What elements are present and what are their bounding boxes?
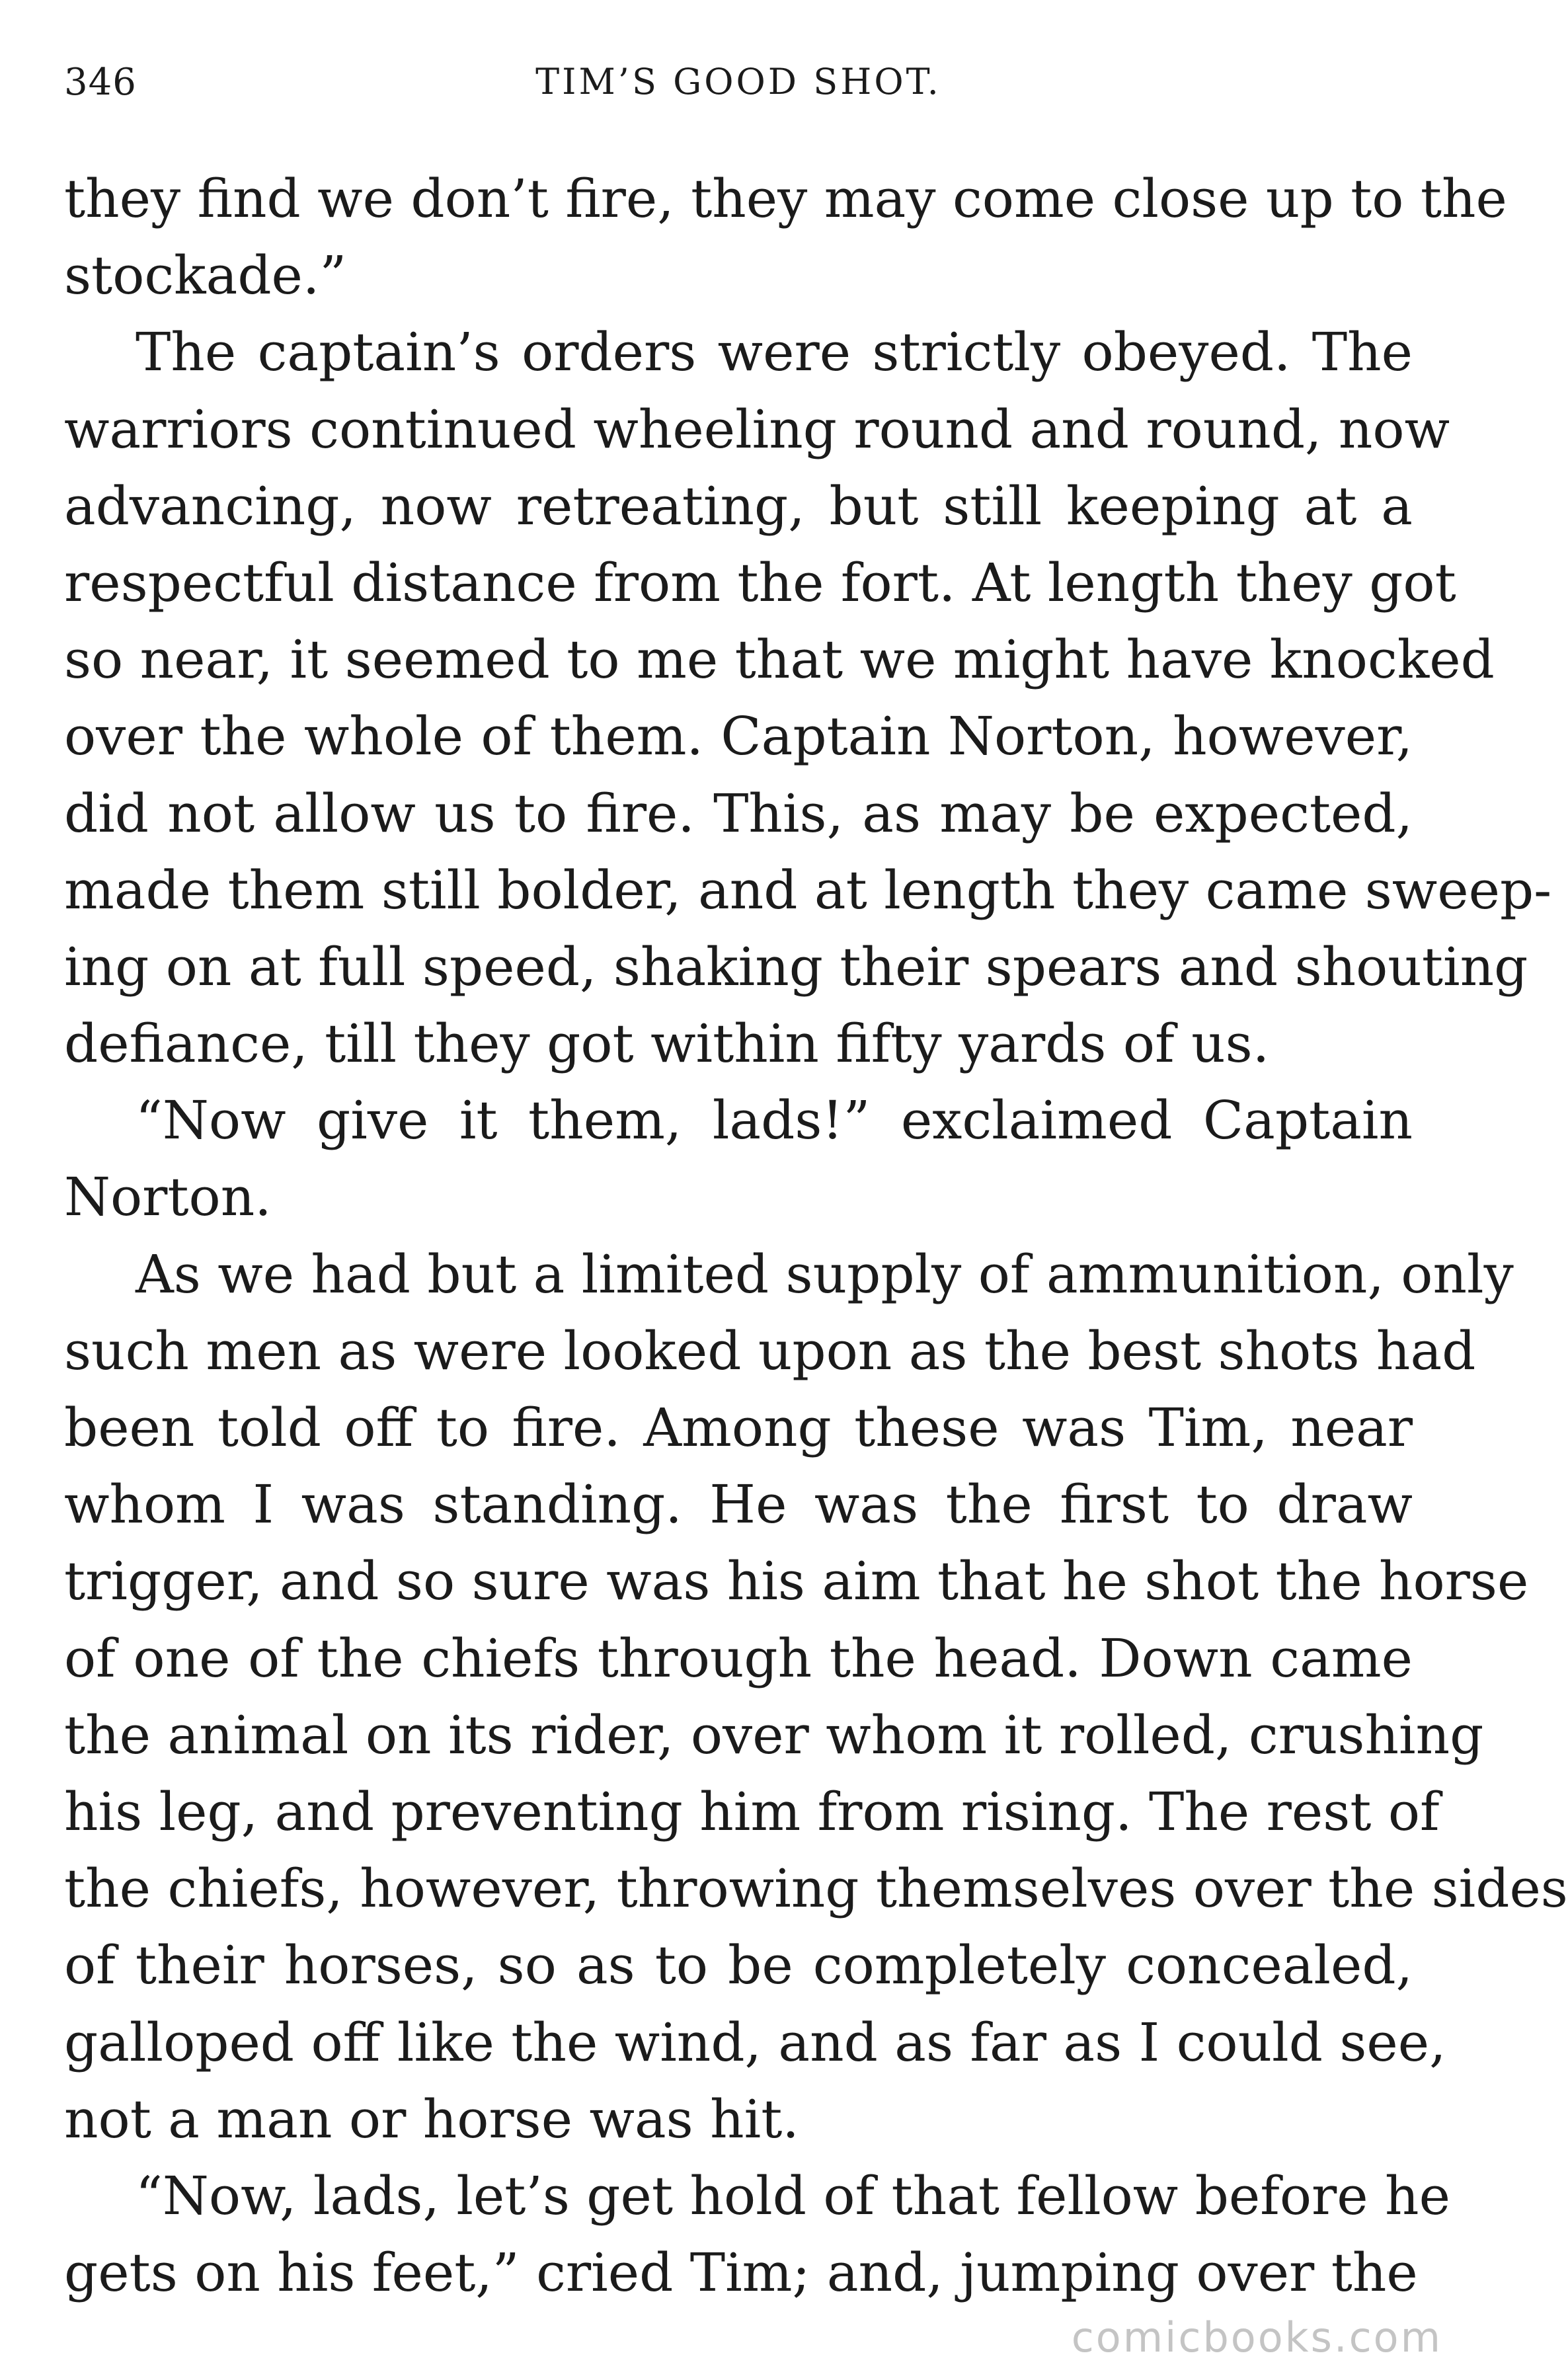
watermark: comicbooks.com bbox=[1071, 2313, 1442, 2361]
text-line: Norton. bbox=[64, 1166, 272, 1228]
text-line: advancing, now retreating, but still keeping at a bbox=[64, 475, 1413, 537]
text-line: his leg, and preventing him from rising. The rest of bbox=[64, 1780, 1440, 1843]
text-line: such men as were looked upon as the best shots had bbox=[64, 1320, 1476, 1382]
text-line: defiance, till they got within fifty yards of us. bbox=[64, 1013, 1270, 1075]
text-line: ing on at full speed, shaking their spears and shouting bbox=[64, 935, 1528, 998]
text-line: stockade.” bbox=[64, 245, 347, 307]
text-line: galloped off like the wind, and as far as I could see, bbox=[64, 2011, 1446, 2073]
page-number: 346 bbox=[64, 61, 137, 104]
text-line: not a man or horse was hit. bbox=[64, 2088, 799, 2150]
text-line: so near, it seemed to me that we might have knocked bbox=[64, 629, 1495, 691]
text-line: been told off to fire. Among these was Tim, near bbox=[64, 1397, 1413, 1458]
body-text bbox=[64, 161, 1568, 2311]
running-title: TIM’S GOOD SHOT. bbox=[535, 61, 941, 102]
text-line: warriors continued wheeling round and round, now bbox=[64, 398, 1450, 460]
text-line: of their horses, so as to be completely concealed, bbox=[64, 1934, 1413, 1997]
text-line: As we had but a limited supply of ammunition, only bbox=[136, 1243, 1514, 1305]
text-line: trigger, and so sure was his aim that he shot the horse bbox=[64, 1550, 1529, 1612]
text-line: did not allow us to fire. This, as may be expected, bbox=[64, 782, 1413, 844]
text-line: “Now, lads, let’s get hold of that fellow before he bbox=[136, 2164, 1450, 2227]
text-line: they find we don’t fire, they may come close up to the bbox=[64, 168, 1507, 229]
text-line: made them still bolder, and at length they came sweep- bbox=[64, 859, 1552, 921]
text-line: whom I was standing. He was the first to draw bbox=[64, 1474, 1413, 1536]
text-line: of one of the chiefs through the head. Down came bbox=[64, 1627, 1413, 1689]
running-head bbox=[64, 61, 1413, 120]
text-line: over the whole of them. Captain Norton, however, bbox=[64, 705, 1413, 768]
text-line: The captain’s orders were strictly obeyed. The bbox=[136, 321, 1413, 383]
text-line: gets on his feet,” cried Tim; and, jumping over the bbox=[64, 2242, 1418, 2304]
text-line: the animal on its rider, over whom it rolled, crushing bbox=[64, 1704, 1484, 1766]
text-line: the chiefs, however, throwing themselves over the sides bbox=[64, 1858, 1568, 1920]
text-line: respectful distance from the fort. At length they got bbox=[64, 551, 1456, 614]
text-line: “Now give it them, lads!” exclaimed Captain bbox=[136, 1090, 1413, 1152]
